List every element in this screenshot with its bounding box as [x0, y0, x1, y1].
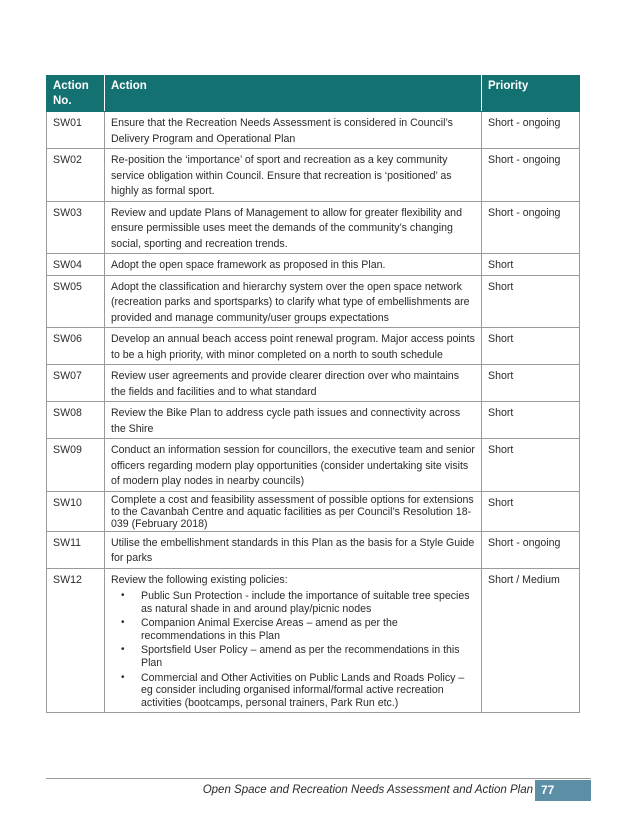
list-item-text: Public Sun Protection - include the importance of suitable tree species as natural shade in and around play/picnic nodes	[141, 590, 470, 615]
bullet-icon: •	[121, 671, 125, 683]
action-priority: Short - ongoing	[482, 201, 580, 254]
action-text: Ensure that the Recreation Needs Assessment is considered in Council’s Delivery Program and Operational Plan	[105, 112, 482, 149]
action-priority: Short / Medium	[482, 568, 580, 713]
action-text: Utilise the embellishment standards in this Plan as the basis for a Style Guide for parks	[105, 531, 482, 568]
action-number: SW02	[47, 149, 105, 202]
action-priority: Short	[482, 491, 580, 531]
table-row	[47, 402, 580, 439]
action-number: SW09	[47, 439, 105, 492]
footer-document-title: Open Space and Recreation Needs Assessment and Action Plan	[202, 784, 533, 796]
action-number: SW12	[47, 568, 105, 713]
action-text: Conduct an information session for councillors, the executive team and senior officers regarding modern play opportunities (consider undertaking site visits of modern play nodes in nearby councils)	[105, 439, 482, 492]
action-priority: Short	[482, 328, 580, 365]
header-action: Action	[105, 76, 482, 112]
action-priority: Short	[482, 365, 580, 402]
table-row	[47, 112, 580, 149]
action-priority: Short	[482, 402, 580, 439]
action-text: Adopt the classification and hierarchy system over the open space network (recreation parks and sportsparks) to clarify what type of embellishments are provided and manage community/user groups expectations	[105, 275, 482, 328]
table-row	[47, 201, 580, 254]
action-number: SW08	[47, 402, 105, 439]
list-item-text: Sportsfield User Policy – amend as per the recommendations in this Plan	[141, 644, 460, 669]
action-priority: Short	[482, 439, 580, 492]
action-text: Re-position the ‘importance’ of sport and recreation as a key community service obligation within Council. Ensure that recreation is ‘positioned’ as highly as formal sport.	[105, 149, 482, 202]
table-row	[47, 439, 580, 492]
action-text: Complete a cost and feasibility assessment of possible options for extensions to the Cavanbah Centre and aquatic facilities as per Council’s Resolution 18-039 (February 2018)	[105, 491, 482, 531]
list-item	[121, 644, 475, 669]
action-number: SW06	[47, 328, 105, 365]
bullet-icon: •	[121, 644, 125, 656]
table-row	[47, 254, 580, 276]
header-priority: Priority	[482, 76, 580, 112]
action-text: Adopt the open space framework as proposed in this Plan.	[105, 254, 482, 276]
table-row	[47, 491, 580, 531]
action-text: Review user agreements and provide clearer direction over who maintains the fields and facilities and to what standard	[105, 365, 482, 402]
bullet-icon: •	[121, 617, 125, 629]
action-priority: Short - ongoing	[482, 112, 580, 149]
list-item	[121, 617, 475, 642]
table-row	[47, 328, 580, 365]
list-item-text: Companion Animal Exercise Areas – amend as per the recommendations in this Plan	[141, 617, 398, 642]
table-row	[47, 531, 580, 568]
action-number: SW11	[47, 531, 105, 568]
table-header-row	[47, 76, 580, 112]
action-number: SW07	[47, 365, 105, 402]
action-text: Review and update Plans of Management to allow for greater flexibility and ensure permissible uses meet the demands of the community’s changing social, sporting and recreation trends.	[105, 201, 482, 254]
bullet-icon: •	[121, 590, 125, 601]
list-item-text: Commercial and Other Activities on Public Lands and Roads Policy – eg consider including organised informal/formal active recreation activities (bootcamps, personal trainers, Park Run etc.)	[141, 671, 465, 709]
action-priority: Short	[482, 254, 580, 276]
policy-intro: Review the following existing policies:	[111, 573, 288, 586]
action-number: SW01	[47, 112, 105, 149]
action-text: Review the Bike Plan to address cycle path issues and connectivity across the Shire	[105, 402, 482, 439]
table-row	[47, 275, 580, 328]
action-number: SW04	[47, 254, 105, 276]
action-text	[105, 568, 482, 713]
action-number: SW05	[47, 275, 105, 328]
action-text: Develop an annual beach access point renewal program. Major access points to be a high priority, with minor completed on a north to south schedule	[105, 328, 482, 365]
action-priority: Short	[482, 275, 580, 328]
list-item	[121, 671, 475, 710]
action-table	[46, 75, 580, 713]
list-item	[121, 590, 475, 615]
action-priority: Short - ongoing	[482, 531, 580, 568]
table-row	[47, 365, 580, 402]
table-row	[47, 568, 580, 713]
footer-divider	[46, 778, 591, 779]
page-number-badge: 77	[535, 780, 591, 801]
action-number: SW10	[47, 491, 105, 531]
action-priority: Short - ongoing	[482, 149, 580, 202]
header-action-number: Action No.	[47, 76, 105, 112]
action-number: SW03	[47, 201, 105, 254]
table-row	[47, 149, 580, 202]
policy-list	[111, 590, 475, 709]
